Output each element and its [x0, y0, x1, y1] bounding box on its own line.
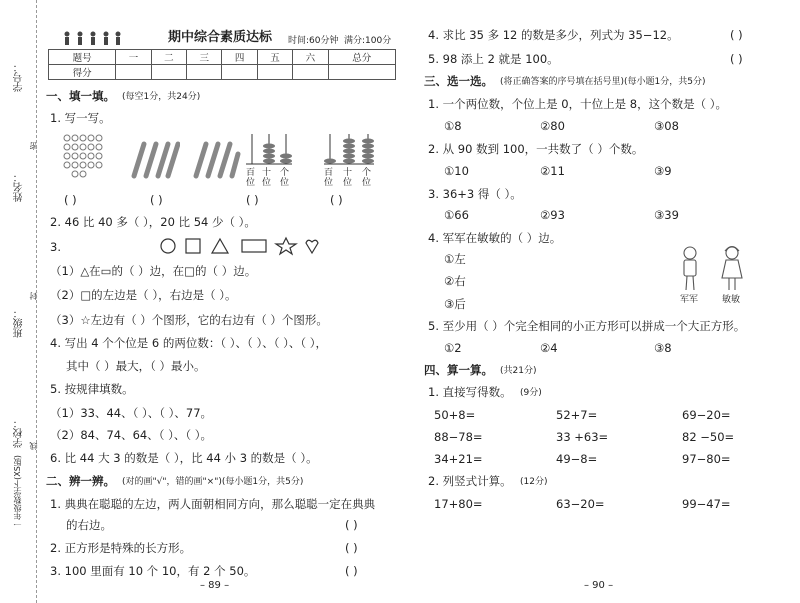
calc-item: 88−78= — [434, 430, 483, 444]
choice-option: ①66 — [444, 208, 469, 222]
stick-bundle-icon — [128, 140, 180, 180]
student-id-label: 学号： — [14, 62, 25, 92]
calc-item: 33 +63= — [556, 430, 609, 444]
score-table-header: 六 — [293, 50, 328, 65]
dots-icon — [62, 133, 104, 181]
judge-1-answer[interactable]: ( ) — [345, 518, 358, 532]
score-table — [48, 49, 396, 80]
score-table-header: 题号 — [49, 50, 116, 65]
abacus-2-label: 百 — [324, 168, 334, 178]
section-4-title: 四、算一算。 — [424, 363, 493, 377]
stick-bundle-picture-1 — [128, 140, 180, 184]
cut-dashed-line — [36, 0, 37, 603]
choice-option: ②11 — [540, 164, 565, 178]
score-table-header: 总分 — [328, 50, 395, 65]
choice-5-text: 5. 至少用（ ）个完全相同的小正方形可以拼成一个大正方形。 — [428, 319, 746, 333]
choice-option: ②93 — [540, 208, 565, 222]
score-cell[interactable] — [116, 65, 151, 80]
score-cell[interactable] — [151, 65, 186, 80]
abacus-2-label: 十 — [343, 168, 353, 178]
choice-1-text: 1. 一个两位数，个位上是 0，十位上是 8，这个数是（ ）。 — [428, 97, 727, 111]
choice-option: ③39 — [654, 208, 679, 222]
q3b-text: （2）□的左边是（ ），右边是（ ）。 — [50, 288, 237, 302]
page-number-left: – 89 – — [200, 580, 230, 591]
abacus-1-label: 个 — [280, 168, 290, 178]
choice-2-text: 2. 从 90 数到 100，一共数了（ ）个数。 — [428, 142, 644, 156]
shapes-icon — [158, 236, 328, 256]
judge-3-answer[interactable]: ( ) — [345, 564, 358, 578]
vertical-calc-item: 17+80= — [434, 497, 483, 511]
choice-option: ③8 — [654, 341, 672, 355]
judge-2-answer[interactable]: ( ) — [345, 541, 358, 555]
child-name-junjun: 军军 — [680, 295, 699, 305]
q6-text: 6. 比 44 大 3 的数是（ ），比 44 小 3 的数是（ ）。 — [50, 451, 318, 465]
abacus-2-label: 位 — [362, 178, 372, 188]
judge-3-text: 3. 100 里面有 10 个 10，有 2 个 50。 — [50, 564, 256, 578]
score-cell[interactable] — [257, 65, 292, 80]
abacus-picture-2 — [322, 130, 376, 170]
score-table-header: 一 — [116, 50, 151, 65]
judge-5-text: 5. 98 添上 2 就是 100。 — [428, 52, 559, 66]
section-2-title: 二、辨一辨。 — [46, 474, 115, 488]
abacus-1-label: 位 — [246, 178, 256, 188]
choice-option: ①10 — [444, 164, 469, 178]
calc-item: 49−8= — [556, 452, 598, 466]
judge-1-text-cont: 的右边。 — [66, 518, 112, 532]
answer-blank[interactable]: ( ) — [64, 193, 77, 207]
score-cell[interactable] — [187, 65, 222, 80]
abacus-icon — [322, 130, 376, 166]
q5-text: 5. 按规律填数。 — [50, 382, 134, 396]
score-cell[interactable] — [328, 65, 395, 80]
abacus-1-label: 位 — [262, 178, 272, 188]
choice-option: ①左 — [444, 252, 466, 266]
q3a-text: （1）△在▭的（ ）边，在□的（ ）边。 — [50, 264, 257, 278]
time-limit: 时间:60分钟 — [288, 36, 339, 46]
seal-mark: 密 — [29, 142, 38, 150]
section-2-note: (对的画"√"，错的画"×")(每小题1分，共5分) — [122, 477, 304, 487]
section-4-note: (共21分) — [500, 366, 537, 376]
choice-option: ②80 — [540, 119, 565, 133]
cut-mark: 封 — [29, 292, 38, 300]
children-icon — [62, 30, 122, 46]
judge-4-text: 4. 求比 35 多 12 的数是多少，列式为 35−12。 — [428, 28, 679, 42]
q5b-text: （2）84、74、64、（ ）、（ ）。 — [50, 428, 213, 442]
section-1-note: (每空1分，共24分) — [122, 92, 201, 102]
answer-blank[interactable]: ( ) — [330, 193, 343, 207]
q2-text: 2. 46 比 40 多（ ），20 比 54 少（ ）。 — [50, 215, 256, 229]
child-name-minmin: 敏敏 — [722, 295, 741, 305]
choice-option: ①8 — [444, 119, 462, 133]
abacus-2-label: 位 — [343, 178, 353, 188]
calc-item: 50+8= — [434, 408, 476, 422]
abacus-1-label: 百 — [246, 168, 256, 178]
boy-girl-icon — [674, 244, 754, 292]
page-title: 期中综合素质达标 — [168, 30, 273, 45]
abacus-icon — [244, 130, 294, 166]
shapes-row — [158, 236, 328, 260]
stick-bundle-icon — [190, 140, 242, 180]
choice-option: ②右 — [444, 274, 466, 288]
answer-blank[interactable]: ( ) — [150, 193, 163, 207]
choice-option: ③08 — [654, 119, 679, 133]
school-label: 学校： — [14, 418, 25, 448]
score-table-row — [49, 65, 396, 80]
section-1-title: 一、填一填。 — [46, 89, 115, 103]
q5a-text: （1）33、44、（ ）、（ ）、77。 — [50, 406, 213, 420]
score-table-header: 四 — [222, 50, 257, 65]
choice-option: ①2 — [444, 341, 462, 355]
abacus-1-label: 位 — [280, 178, 290, 188]
judge-1-text: 1. 典典在聪聪的左边，两人面朝相同方向，那么聪聪一定在典典 — [50, 497, 376, 511]
q3-label: 3. — [50, 240, 61, 254]
choice-option: ③9 — [654, 164, 672, 178]
abacus-2-label: 位 — [324, 178, 334, 188]
vertical-calc-item: 99−47= — [682, 497, 731, 511]
stick-bundle-picture-2 — [190, 140, 242, 184]
binding-sidebar — [0, 0, 36, 603]
full-score: 满分:100分 — [344, 36, 392, 46]
choice-option: ②4 — [540, 341, 558, 355]
abacus-1-label: 十 — [262, 168, 272, 178]
bead-grid-picture — [62, 133, 104, 185]
q1-text: 1. 写一写。 — [50, 111, 111, 125]
calc-2-note: (12分) — [520, 477, 548, 487]
line-mark: 线 — [29, 442, 38, 450]
judge-4-answer[interactable]: ( ) — [730, 28, 743, 42]
choice-3-text: 3. 36+3 得（ ）。 — [428, 187, 522, 201]
score-table-header-row — [49, 50, 396, 65]
q4b-text: 其中（ ）最大，（ ）最小。 — [66, 359, 206, 373]
section-3-note: (将正确答案的序号填在括号里)(每小题1分，共5分) — [500, 77, 706, 87]
class-label: 班级： — [14, 308, 25, 338]
abacus-picture-1 — [244, 130, 294, 170]
score-table-header: 三 — [187, 50, 222, 65]
judge-5-answer[interactable]: ( ) — [730, 52, 743, 66]
calc-item: 52+7= — [556, 408, 598, 422]
score-table-header: 五 — [257, 50, 292, 65]
name-label: 姓名： — [14, 172, 25, 202]
calc-item: 97−80= — [682, 452, 731, 466]
grade-label: 一年级数学下(XS版) — [13, 455, 22, 528]
header-illustration — [62, 30, 122, 46]
vertical-calc-item: 63−20= — [556, 497, 605, 511]
abacus-2-label: 个 — [362, 168, 372, 178]
score-row-label: 得分 — [49, 65, 116, 80]
page-number-right: – 90 – — [584, 580, 614, 591]
q3c-text: （3）☆左边有（ ）个图形，它的右边有（ ）个图形。 — [50, 313, 328, 327]
calc-item: 34+21= — [434, 452, 483, 466]
choice-4-text: 4. 军军在敏敏的（ ）边。 — [428, 231, 562, 245]
section-3-title: 三、选一选。 — [424, 74, 493, 88]
calc-item: 69−20= — [682, 408, 731, 422]
answer-blank[interactable]: ( ) — [246, 193, 259, 207]
calc-item: 82 −50= — [682, 430, 735, 444]
q4a-text: 4. 写出 4 个个位是 6 的两位数：（ ）、（ ）、（ ）、（ ）， — [50, 336, 328, 350]
calc-1-text: 1. 直接写得数。 — [428, 385, 512, 399]
choice-option: ③后 — [444, 297, 466, 311]
score-cell[interactable] — [293, 65, 328, 80]
calc-2-text: 2. 列竖式计算。 — [428, 474, 512, 488]
children-illustration — [674, 244, 754, 296]
judge-2-text: 2. 正方形是特殊的长方形。 — [50, 541, 192, 555]
score-table-header: 二 — [151, 50, 186, 65]
score-cell[interactable] — [222, 65, 257, 80]
calc-1-note: (9分) — [520, 388, 542, 398]
